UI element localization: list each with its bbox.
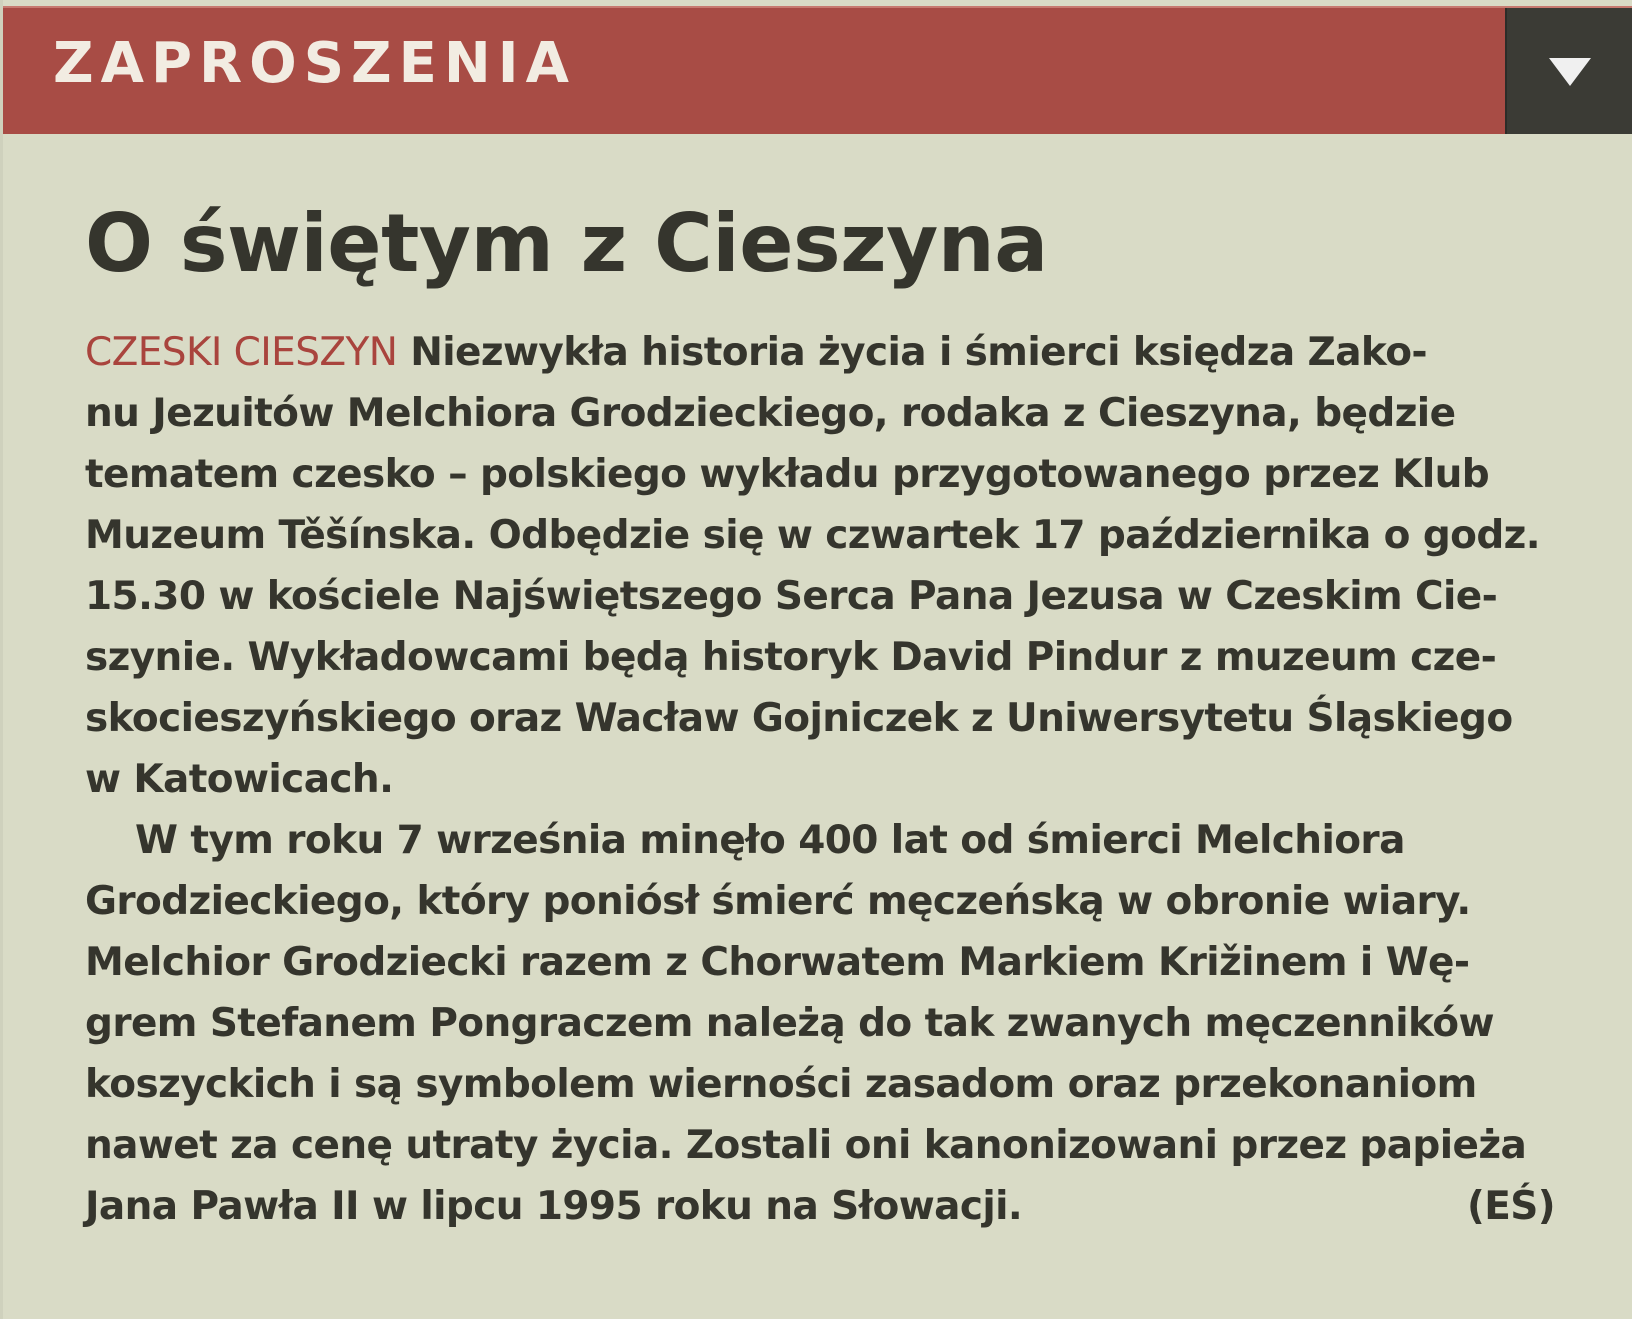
body-line: Muzeum Těšínska. Odbędzie się w czwartek 17 października o godz. bbox=[85, 513, 1540, 558]
section-label: ZAPROSZENIA bbox=[53, 31, 576, 96]
body-line: Grodzieckiego, który poniósł śmierć męczeńską w obronie wiary. bbox=[85, 879, 1471, 924]
body-line: nu Jezuitów Melchiora Grodzieckiego, rodaka z Cieszyna, będzie bbox=[85, 391, 1456, 436]
triangle-down-icon bbox=[1549, 58, 1591, 86]
article bbox=[85, 197, 1555, 1237]
body-line: nawet za cenę utraty życia. Zostali oni kanonizowani przez papieża bbox=[85, 1123, 1527, 1168]
body-line: Melchior Grodziecki razem z Chorwatem Markiem Križinem i Wę- bbox=[85, 940, 1470, 985]
body-line-text: Niezwykła historia życia i śmierci księdza Zako- bbox=[397, 330, 1427, 375]
body-line: W tym roku 7 września minęło 400 lat od śmierci Melchiora bbox=[135, 818, 1405, 863]
body-line: w Katowicach. bbox=[85, 757, 394, 802]
body-line: 15.30 w kościele Najświętszego Serca Pana Jezusa w Czeskim Cie- bbox=[85, 574, 1498, 619]
dropdown-button[interactable] bbox=[1505, 8, 1632, 134]
body-line: grem Stefanem Pongraczem należą do tak zwanych męczenników bbox=[85, 1001, 1494, 1046]
section-header-bar bbox=[3, 6, 1632, 134]
place-label: CZESKI CIESZYN bbox=[85, 330, 398, 375]
body-line-text: Jana Pawła II w lipcu 1995 roku na Słowacji. bbox=[85, 1184, 1023, 1229]
author-signature: (EŚ) bbox=[1467, 1184, 1555, 1229]
body-line: koszyckich i są symbolem wierności zasadom oraz przekonaniom bbox=[85, 1062, 1477, 1107]
body-line: tematem czesko – polskiego wykładu przygotowanego przez Klub bbox=[85, 452, 1490, 497]
body-line-last bbox=[85, 1176, 1555, 1237]
body-line: szynie. Wykładowcami będą historyk David Pindur z muzeum cze- bbox=[85, 635, 1497, 680]
body-line: skocieszyńskiego oraz Wacław Gojniczek z Uniwersytetu Śląskiego bbox=[85, 696, 1513, 741]
article-body bbox=[85, 322, 1555, 1237]
article-title: O świętym z Cieszyna bbox=[85, 197, 1048, 290]
body-line bbox=[85, 322, 1555, 383]
